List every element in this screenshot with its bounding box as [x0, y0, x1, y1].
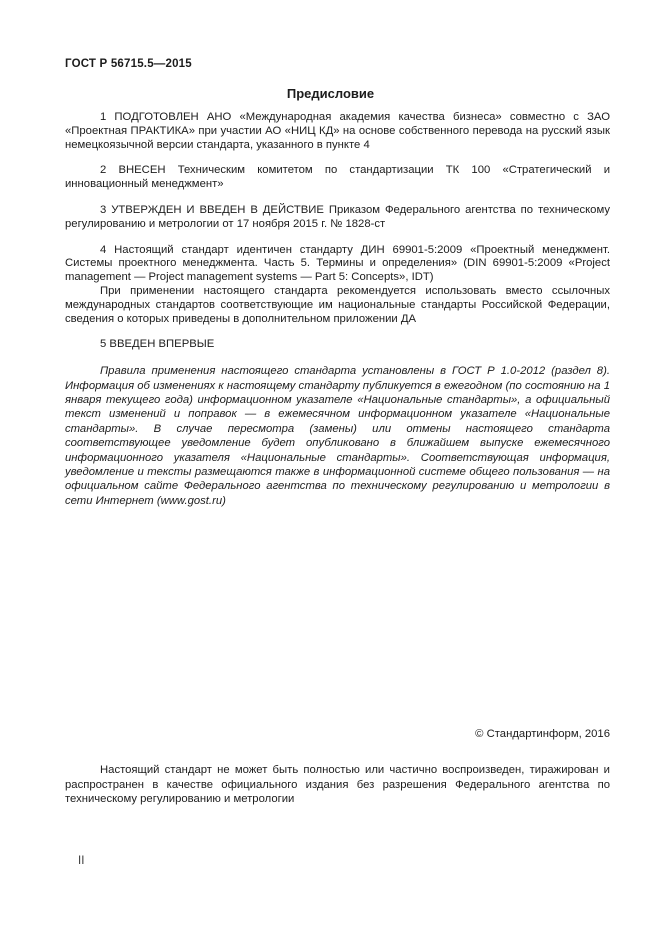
page-number: II — [78, 855, 85, 867]
clause-2-submitted-by: 2 ВНЕСЕН Техническим комитетом по стандартизации ТК 100 «Стратегический и инновационный менеджмент» — [65, 164, 610, 191]
clause-4-application-note: При применении настоящего стандарта рекомендуется использовать вместо ссылочных международных стандартов соответствующие им национальные стандарты Российской Федерации, сведения о которых приведены в дополнительном приложении ДА — [65, 284, 610, 325]
clause-3-approved: 3 УТВЕРЖДЕН И ВВЕДЕН В ДЕЙСТВИЕ Приказом Федерального агентства по техническому регулированию и метрологии от 17 ноября 2015 г. № 1828-ст — [65, 203, 610, 230]
copyright-line: © Стандартинформ, 2016 — [475, 728, 610, 740]
reproduction-restriction-note: Настоящий стандарт не может быть полностью или частично воспроизведен, тиражирован и распространен в качестве официального издания без разрешения Федерального агентства по техническому регулированию и метрологии — [65, 764, 610, 805]
clause-5-first-edition: 5 ВВЕДЕН ВПЕРВЫЕ — [100, 338, 215, 351]
clause-4-identical-standard: 4 Настоящий стандарт идентичен стандарту ДИН 69901-5:2009 «Проектный менеджмент. Системы проектного менеджмента. Часть 5. Термины и определения» (DIN 69901-5:2009 «Project management — Project management systems — Part 5: Concepts», IDT) — [65, 243, 610, 284]
application-rules-paragraph: Правила применения настоящего стандарта установлены в ГОСТ Р 1.0-2012 (раздел 8). Информация об изменениях к настоящему стандарту публикуется в ежегодном (по состоянию на 1 января текущего года) информационном указателе «Национальные стандарты», а официальный текст изменений и поправок — в ежемесячном информационном указателе «Национальные стандарты». В случае пересмотра (замены) или отмены настоящего стандарта соответствующее уведомление будет опубликовано в ближайшем выпуске ежемесячного информационного указателя «Национальные стандарты». Соответствующая информация, уведомление и тексты размещаются также в информационной системе общего пользования — на официальном сайте Федерального агентства по техническому регулированию и метрологии в сети Интернет (www.gost.ru) — [65, 365, 610, 507]
page-title: Предисловие — [286, 86, 375, 101]
clause-1-prepared-by: 1 ПОДГОТОВЛЕН АНО «Международная академия качества бизнеса» совместно с ЗАО «Проектная ПРАКТИКА» при участии АО «НИЦ КД» на основе собственного перевода на русский язык немецкоязычной версии стандарта, указанного в пункте 4 — [65, 111, 610, 151]
standard-designation: ГОСТ Р 56715.5—2015 — [65, 58, 192, 70]
preface-body — [65, 111, 610, 520]
